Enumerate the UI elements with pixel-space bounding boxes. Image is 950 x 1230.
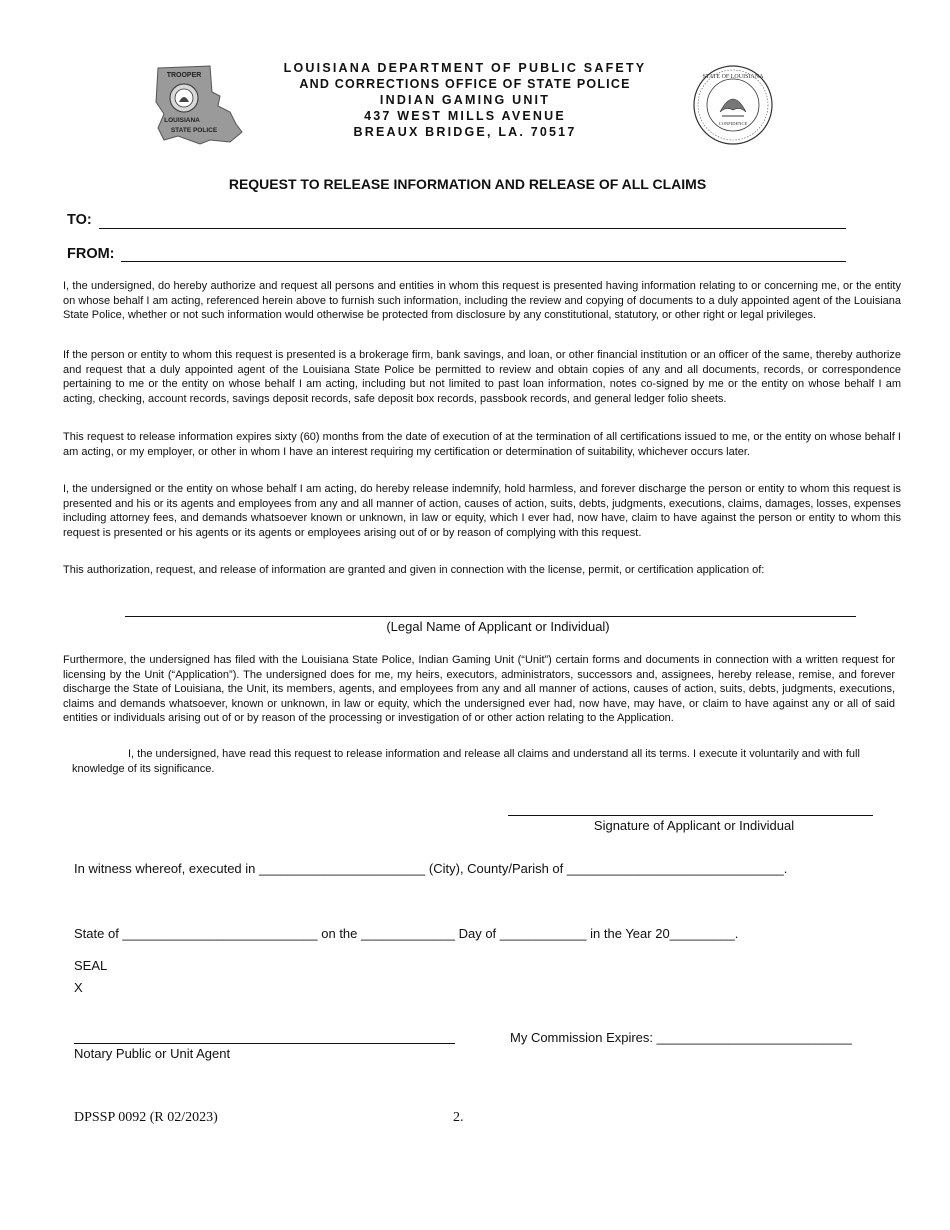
notary-caption: Notary Public or Unit Agent (74, 1046, 231, 1061)
logo-louisiana-text: LOUISIANA (164, 117, 200, 124)
acknowledgement-text: I, the undersigned, have read this request to release information and release all claims and understand all its terms. I execute it voluntarily and with full knowledge of its significance. (72, 748, 860, 775)
paragraph-expiration: This request to release information expires sixty (60) months from the date of execution of at the termination of all certifications issued to me, or the entity on whose behalf I am acting, or my employer, or other in whom I have an interest requiring my certification or determination of suitability, whichever occurs later. (63, 431, 901, 458)
signature-field[interactable] (508, 815, 873, 816)
seal-ring-text: STATE OF LOUISIANA (702, 74, 764, 80)
x-mark: X (74, 980, 83, 995)
state-seal-logo (692, 64, 774, 146)
header-line-2: AND CORRECTIONS OFFICE OF STATE POLICE (299, 77, 631, 91)
to-label: TO: (67, 212, 92, 228)
paragraph-release: I, the undersigned or the entity on whose behalf I am acting, do hereby release indemnify, hold harmless, and forever discharge the person or entity to whom this request is presented and his or its agents and employees from any and all manner of action, causes of action, suits, debts, judgments, executions, claims, damages, losses, expenses including attorney fees, and demands whatsoever known or unknown, in law or equity, which I ever had, now have, claim to have against the person or entity to whom this request is presented or his agents or its agents or employees arising out of or by reason of complying with this request. (63, 483, 901, 539)
signature-caption: Signature of Applicant or Individual (593, 818, 795, 833)
logo-trooper-text: TROOPER (166, 72, 202, 79)
form-title: REQUEST TO RELEASE INFORMATION AND RELEASE OF ALL CLAIMS (228, 176, 707, 192)
header-line-4: 437 WEST MILLS AVENUE (364, 109, 566, 123)
legal-name-field[interactable] (125, 616, 856, 617)
paragraph-financial-institution: If the person or entity to whom this request is presented is a brokerage firm, bank savings, and loan, or other financial institution or an officer of the same, thereby authorize and request that a duly appointed agent of the Louisiana State Police be permitted to review and obtain copies of any and all documents, records, or correspondence pertaining to me or the entity on whose behalf I am acting, including but not limited to past loan information, notes co-signed by me or the entity on whose behalf I am acting, checking, account records, savings deposit records, safe deposit box records, passbook records, and general ledger folio sheets. (63, 349, 901, 405)
witness-line: In witness whereof, executed in _______________________ (City), County/Parish of ______________________________. (74, 861, 788, 876)
paragraph-authorization: I, the undersigned, do hereby authorize and request all persons and entities in whom this request is presented having information relating to or concerning me, or the entity on whose behalf I am acting, referenced herein above to furnish such information, including the review and copying of documents to a duly appointed agent of the Louisiana State Police, whether or not such information would otherwise be protected from disclosure by any constitutional, statutory, or other right or legal privileges. (63, 280, 901, 321)
state-date-line: State of ___________________________ on the _____________ Day of ____________ in the Year 20_________. (74, 926, 739, 941)
commission-expires-line: My Commission Expires: ___________________________ (510, 1030, 852, 1045)
notary-signature-field[interactable] (74, 1043, 455, 1044)
page-number: 2. (453, 1110, 464, 1125)
seal-label: SEAL (74, 958, 108, 973)
legal-name-caption: (Legal Name of Applicant or Individual) (386, 619, 610, 634)
from-label: FROM: (67, 246, 115, 262)
to-field[interactable] (99, 228, 846, 229)
paragraph-connection: This authorization, request, and release of information are granted and given in connection with the license, permit, or certification application of: (63, 564, 765, 576)
logo-state-police-text: STATE POLICE (170, 127, 218, 134)
header-line-1: LOUISIANA DEPARTMENT OF PUBLIC SAFETY (283, 61, 647, 75)
header-line-3: INDIAN GAMING UNIT (379, 93, 551, 107)
header-line-5: BREAUX BRIDGE, LA. 70517 (353, 125, 577, 139)
form-number: DPSSP 0092 (R 02/2023) (74, 1110, 218, 1125)
paragraph-furthermore: Furthermore, the undersigned has filed with the Louisiana State Police, Indian Gaming Unit (“Unit”) certain forms and documents in connection with a written request for licensing by the Unit (“Application”). The undersigned does for me, my heirs, executors, administrators, successors and, assignees, hereby release, remise, and forever discharge the State of Louisiana, the Unit, its members, agents, and employees from any and all manner of actions, causes of action, suits, debts, judgments, executions, claims and demands whatsoever, known or unknown, in law or equity, which the undersigned ever had, now have, may have, or claim to have against any or all of said entities or individuals arising out of or by reason of the processing or investigation of or other action relating to the Application. (63, 654, 895, 724)
seal-motto-text: CONFIDENCE (718, 121, 748, 126)
from-field[interactable] (121, 261, 846, 262)
